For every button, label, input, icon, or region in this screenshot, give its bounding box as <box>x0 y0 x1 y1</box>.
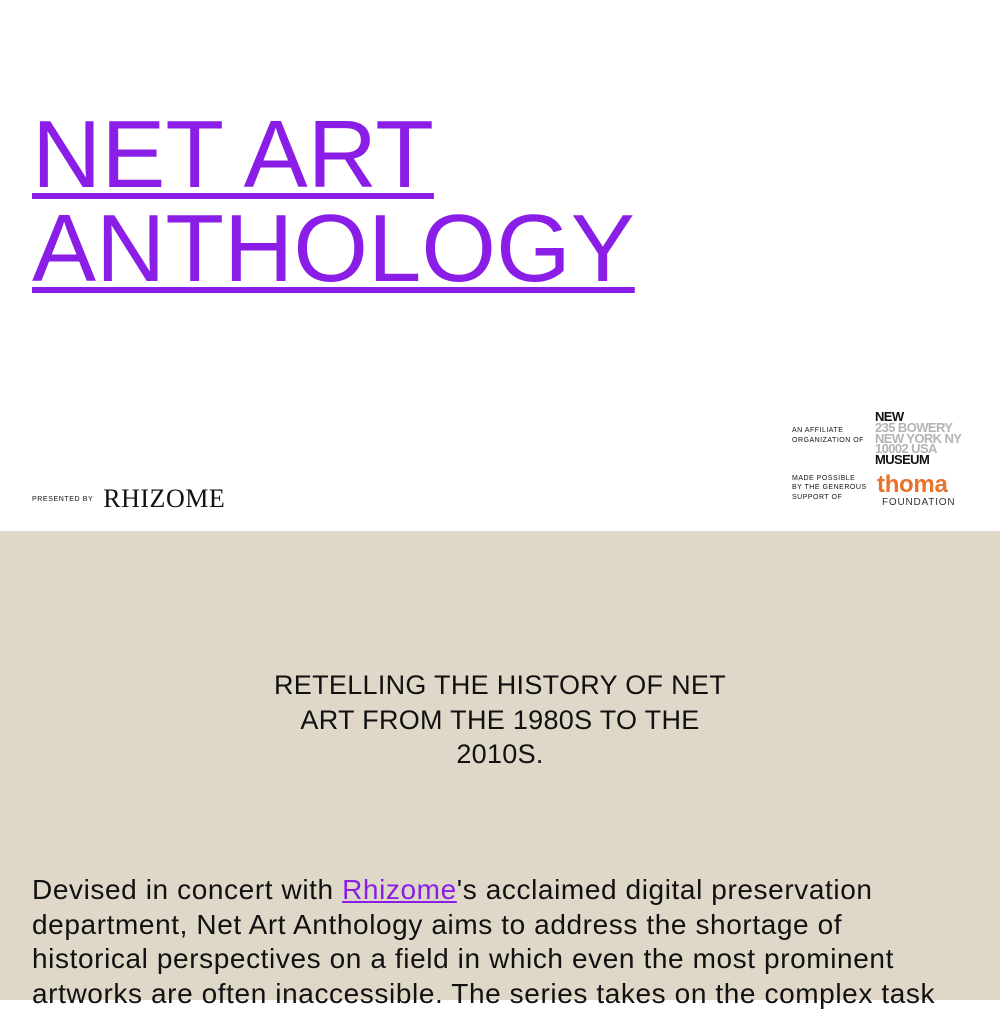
rhizome-logo[interactable]: RHIZOME <box>103 484 225 514</box>
support-label-line: SUPPORT OF <box>792 493 876 503</box>
new-museum-line: NEW YORK NY <box>875 434 975 445</box>
affiliates <box>792 412 982 508</box>
tagline-line: RETELLING THE HISTORY OF NET <box>260 668 740 703</box>
support-label-line: BY THE GENEROUS <box>792 483 876 493</box>
thoma-foundation-logo[interactable] <box>877 474 955 508</box>
intro-paragraph <box>32 873 992 1011</box>
thoma-foundation-label: FOUNDATION <box>882 497 955 508</box>
tagline-line: 2010S. <box>260 737 740 772</box>
support-label <box>792 474 876 503</box>
tagline <box>260 668 740 772</box>
paragraph-line <box>32 873 992 908</box>
paragraph-line: artworks are often inaccessible. The series takes on the complex task <box>32 977 992 1011</box>
affiliate-label <box>792 426 876 445</box>
new-museum-line: 235 BOWERY <box>875 423 975 434</box>
thoma-wordmark: thoma <box>877 474 955 496</box>
support-label-line: MADE POSSIBLE <box>792 474 876 484</box>
support-row <box>792 474 982 508</box>
new-museum-line: 10002 USA <box>875 444 975 455</box>
affiliate-row <box>792 412 982 466</box>
intro-section <box>0 531 1000 1000</box>
title-line-1: NET ART <box>32 108 635 202</box>
new-museum-logo[interactable] <box>875 412 975 466</box>
presented-by-label: PRESENTED BY <box>32 496 93 503</box>
new-museum-line: MUSEUM <box>875 455 975 466</box>
site-title <box>32 108 635 296</box>
rhizome-link[interactable]: Rhizome <box>342 874 457 905</box>
new-museum-line: NEW <box>875 412 975 423</box>
paragraph-text: Devised in concert with <box>32 874 342 905</box>
paragraph-text: 's acclaimed digital preservation <box>457 874 873 905</box>
tagline-line: ART FROM THE 1980S TO THE <box>260 703 740 738</box>
affiliate-label-line: ORGANIZATION OF <box>792 436 876 446</box>
site-title-link[interactable] <box>32 108 635 296</box>
affiliate-label-line: AN AFFILIATE <box>792 426 876 436</box>
paragraph-line: historical perspectives on a field in which even the most prominent <box>32 942 992 977</box>
paragraph-line: department, Net Art Anthology aims to address the shortage of <box>32 908 992 943</box>
title-line-2: ANTHOLOGY <box>32 202 635 296</box>
presented-by <box>32 484 225 514</box>
